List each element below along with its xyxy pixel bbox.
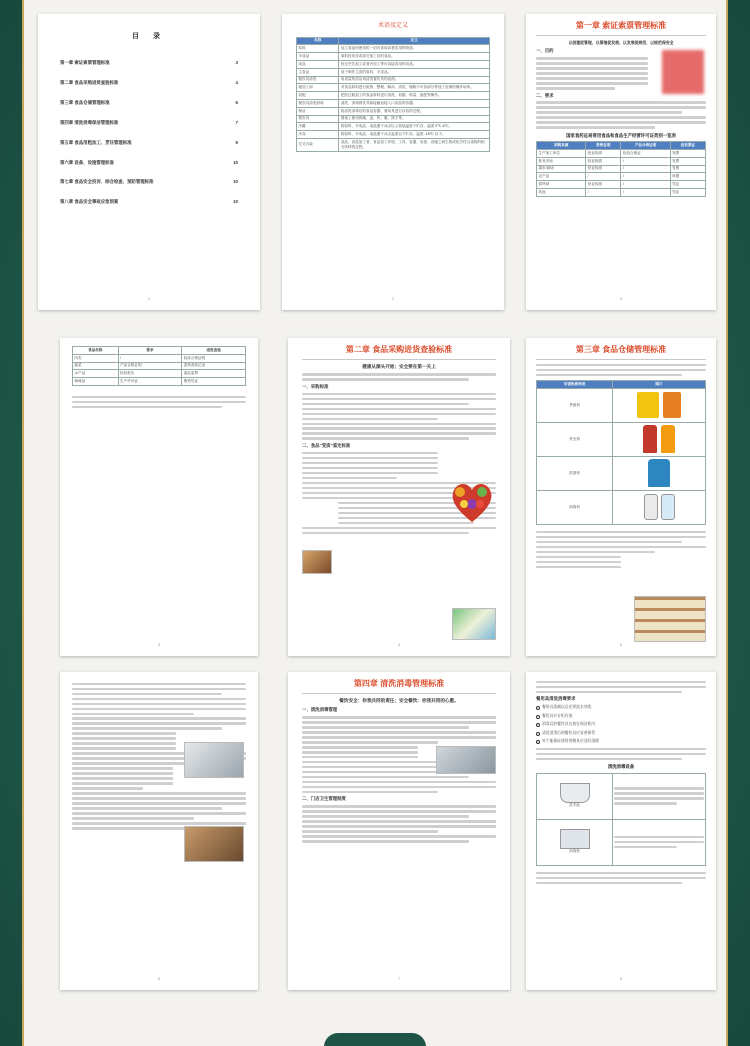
table-cell: 切配 bbox=[297, 92, 339, 100]
table-cell: 主食品 bbox=[297, 68, 339, 76]
table-row bbox=[537, 188, 706, 196]
table-row bbox=[297, 76, 490, 84]
insecticide-icon bbox=[643, 425, 657, 453]
table-cell: 收据 bbox=[670, 173, 705, 181]
table-cell: 交叉污染 bbox=[297, 139, 339, 152]
terms-page bbox=[282, 14, 504, 310]
table-cell: 检验合格证 bbox=[621, 149, 670, 157]
hazard-table: 有害物质种类 图片 杀鼠剂 杀虫剂 洗涤剂 消毒剂 bbox=[536, 380, 706, 525]
check-item[interactable]: 餐饮具应专柜存放 bbox=[536, 714, 706, 720]
table-cell: 用于制作主食的原料、半成品。 bbox=[339, 68, 490, 76]
table-cell: 把经过粗加工的食品原料进行清洗、切割、称量、组配等操作。 bbox=[339, 92, 490, 100]
disinfectant-icon bbox=[644, 494, 658, 520]
table-row bbox=[73, 370, 246, 378]
table-row bbox=[73, 354, 246, 362]
storage-shelf-photo bbox=[634, 596, 706, 642]
toc-item[interactable]: 第二章 食品采购进货查验标准 4 bbox=[60, 80, 238, 86]
table-cell: 营业执照 bbox=[586, 165, 621, 173]
table-cell: 发票 bbox=[670, 157, 705, 165]
table-cell: 生产加工单位 bbox=[537, 149, 586, 157]
rodenticide-icon bbox=[637, 392, 659, 418]
table-cell: 营业执照 bbox=[586, 149, 621, 157]
table-cell: 凭证 bbox=[670, 188, 705, 196]
table-cell: 原料 bbox=[297, 45, 339, 53]
chapter1-page bbox=[526, 14, 716, 310]
cleaning-page bbox=[526, 672, 716, 990]
table-cell: 超市/商场 bbox=[537, 165, 586, 173]
table-cell: 经过烹饪加工或者冷加工等可直接食用的食品。 bbox=[339, 61, 490, 69]
equipment-table: 洗手池 消毒柜 bbox=[536, 773, 706, 866]
table-cell: 餐饮具 bbox=[297, 115, 339, 123]
page-number: 6 bbox=[157, 976, 161, 982]
table-row bbox=[297, 68, 490, 76]
table-cell: / bbox=[621, 181, 670, 189]
table-cell: 发票 bbox=[670, 149, 705, 157]
table-cell: 保洁 bbox=[297, 107, 339, 115]
toc-item[interactable]: 第七章 食品安全投诉、综合检查、预防管理标准 10 bbox=[60, 179, 238, 185]
hand-sink-image bbox=[560, 783, 590, 803]
table-row bbox=[297, 107, 490, 115]
table-row bbox=[297, 84, 490, 92]
table-row bbox=[297, 123, 490, 131]
chapter4-title: 第四章 清洗消毒管理标准 bbox=[353, 679, 445, 688]
chapter4-subtitle: 餐饮安全：你我共同的责任；安全餐饮：你我共同的心愿。 bbox=[339, 697, 459, 703]
section-heading: 二、食品“变质”鉴定标准 bbox=[302, 442, 351, 448]
toc-item[interactable]: 第五章 食品用粗加工、烹饪管理标准 9 bbox=[60, 139, 238, 145]
toc-item[interactable]: 第三章 食品仓储管理标准 6 bbox=[60, 99, 238, 105]
table-cell: 用适量的清洁剂清洗餐饮具的表面。 bbox=[339, 76, 490, 84]
table-cell: 原料经初步或部分加工后的食品。 bbox=[339, 53, 490, 61]
table-row bbox=[73, 378, 246, 386]
chapter3-title: 第三章 食品仓储管理标准 bbox=[575, 345, 667, 354]
table-row bbox=[537, 157, 706, 165]
table-cell: 餐饮具清洗 bbox=[297, 76, 339, 84]
table-cell: 检验报告 bbox=[118, 370, 182, 378]
table-cell: 水产品 bbox=[73, 370, 119, 378]
check-item[interactable]: 清洗消毒后的餐饮具应妥善保管 bbox=[536, 731, 706, 737]
terms-table: 名称 定义 原料 加工食品所使用的一切可食用或者饮用的物质。 半成品 原料经初步或部分加工后的食品。 成品 经过烹饪加工或者冷加工等可直接食用的食品。 主食品 用于制作主食的原料、半成品。 餐饮具清洗 用适量的清洁剂清洗餐饮具的表面。 粗加工间 对食品原料进行挑拣、整理、解冻、清洗、剔除不可食部分等加工处理的操作场所。 切配 把经过粗加工的食品原料进行清洗、切割、称量、组配等操作。 餐饮具清洗消毒 清洗、消毒餐饮具和接触直接入口食品的容器。 保洁 将清洗消毒后的食品容器、餐用具进行存放的过程。 餐饮具 餐桌上使用的碗、盘、杯、碟、筷子等。 冷藏 将原料、半成品、成品置于冰点以上较低温度下贮存，温度 0℃-8℃。 冷冻 将原料、半成品、成品置于冰点温度以下贮存，温度 -18℃ 以下。 交叉污染 食品、食品加工者、食品加工环境、工具、容器、设备、设施之间生物或化学性污染物的相互转移的过程。 bbox=[296, 37, 490, 152]
table-cell: / bbox=[586, 188, 621, 196]
chapter1-subtitle: 以创建促管理、以管理促发展、以发展促规范、以规范保安全 bbox=[568, 39, 674, 45]
table-cell: 食品、食品加工者、食品加工环境、工具、容器、设备、设施之间生物或化学性污染物的相互转移的过程。 bbox=[339, 139, 490, 152]
table-row bbox=[297, 53, 490, 61]
license-table-title: 国家食药总局常用食品和食品生产经营许可证类别一览表 bbox=[566, 132, 676, 138]
page-number: 5 bbox=[619, 642, 623, 648]
table-cell: 冷藏 bbox=[297, 123, 339, 131]
table-cell: 调味品 bbox=[73, 378, 119, 386]
section-heading: 一、目的 bbox=[536, 48, 554, 54]
table-row bbox=[297, 131, 490, 139]
table-row bbox=[537, 181, 706, 189]
detergent-icon bbox=[648, 459, 670, 487]
table-cell: / bbox=[118, 354, 182, 362]
table-cell: / bbox=[586, 173, 621, 181]
checkbox-icon[interactable] bbox=[536, 732, 540, 736]
table-cell: 将原料、半成品、成品置于冰点温度以下贮存，温度 -18℃ 以下。 bbox=[339, 131, 490, 139]
table-cell: 农产品 bbox=[537, 173, 586, 181]
table-cell: 凭证 bbox=[670, 181, 705, 189]
table-cell: 营业执照 bbox=[586, 181, 621, 189]
table-cell: / bbox=[621, 157, 670, 165]
packaged-food-photo bbox=[452, 608, 496, 640]
table-cell: / bbox=[621, 188, 670, 196]
page-number: 3 bbox=[619, 296, 623, 302]
chapter3-page bbox=[526, 338, 716, 656]
section-heading: 一、采购标准 bbox=[302, 383, 329, 389]
table-cell: 营业执照 bbox=[586, 157, 621, 165]
table-cell: 产品合格证明 bbox=[118, 362, 182, 370]
chapter4-page bbox=[288, 672, 510, 990]
equipment-table-title: 清洗消毒设备 bbox=[607, 764, 635, 770]
table-row bbox=[297, 92, 490, 100]
table-row bbox=[73, 362, 246, 370]
fruit-heart-image bbox=[448, 480, 496, 524]
table-cell: 加工食品所使用的一切可食用或者饮用的物质。 bbox=[339, 45, 490, 53]
table-cell: 蔬菜 bbox=[73, 362, 119, 370]
pantry-photo bbox=[184, 826, 244, 862]
table-cell: 其他 bbox=[537, 188, 586, 196]
table-cell: 批发市场 bbox=[537, 157, 586, 165]
chapter1-title: 第一章 索证索票管理标准 bbox=[575, 21, 667, 30]
toc-item[interactable]: 第四章 清洗消毒保洁管理标准 7 bbox=[60, 119, 238, 125]
toc-item[interactable]: 第六章 设备、设施管理标准 10 bbox=[60, 159, 238, 165]
check-item[interactable]: 餐用具洗刷以后必须流水冲洗 bbox=[536, 705, 706, 711]
table-row bbox=[297, 139, 490, 152]
table-cell: 肉类 bbox=[73, 354, 119, 362]
license-table: 采购来源 资格证明 产品合格证明 进货票证 生产加工单位 营业执照 检验合格证 发票 批发市场 营业执照 / 发票 超市/商场 营业执照 / 发票 农产品 / / 收据 供货商 营业执照 / 凭证 其他 / / 凭证 bbox=[536, 141, 706, 197]
sink-photo bbox=[436, 746, 496, 774]
table-row bbox=[537, 173, 706, 181]
table-cell: 清洗、消毒餐饮具和接触直接入口食品的容器。 bbox=[339, 100, 490, 108]
sterilizer-image bbox=[560, 829, 590, 849]
table-cell: 索证索票 bbox=[182, 370, 246, 378]
section-heading: 二、要求 bbox=[536, 92, 554, 98]
procurement-table: 食品名称 要求 进货查验 肉类 / 检疫合格证明 蔬菜 产品合格证明 进货查验记录 水产品 检验报告 索证索票 调味品 生产许可证 购货凭证 bbox=[72, 346, 246, 386]
table-cell: 成品 bbox=[297, 61, 339, 69]
table-cell: 将清洗消毒后的食品容器、餐用具进行存放的过程。 bbox=[339, 107, 490, 115]
fridge-photo bbox=[184, 742, 244, 778]
table-cell: 发票 bbox=[670, 165, 705, 173]
document-preview-frame bbox=[22, 0, 728, 1046]
toc-list bbox=[60, 60, 238, 206]
toc-item[interactable]: 第八章 食品安全事故应急预案 10 bbox=[60, 199, 238, 205]
page-number: 7 bbox=[397, 976, 401, 982]
license-image bbox=[662, 50, 704, 94]
checkbox-icon[interactable] bbox=[536, 706, 540, 710]
page-number: 4 bbox=[397, 642, 401, 648]
table-row bbox=[297, 61, 490, 69]
check-item[interactable]: 消毒后的餐饮具应放在保洁柜内 bbox=[536, 722, 706, 728]
checkbox-icon[interactable] bbox=[536, 715, 540, 719]
table-cell: 进货查验记录 bbox=[182, 362, 246, 370]
chapter2-page bbox=[288, 338, 510, 656]
page-number: 3 bbox=[157, 642, 161, 648]
table-row bbox=[537, 165, 706, 173]
table-cell: 供货商 bbox=[537, 181, 586, 189]
table-row bbox=[297, 45, 490, 53]
table-cell: 粗加工间 bbox=[297, 84, 339, 92]
section-heading: 一、清洗消毒管理 bbox=[302, 707, 338, 713]
table-cell: 餐饮具清洗消毒 bbox=[297, 100, 339, 108]
table-cell: 生产许可证 bbox=[118, 378, 182, 386]
table-cell: / bbox=[621, 165, 670, 173]
table-cell: 将原料、半成品、成品置于冰点以上较低温度下贮存，温度 0℃-8℃。 bbox=[339, 123, 490, 131]
page-number: 8 bbox=[619, 976, 623, 982]
table-row bbox=[297, 100, 490, 108]
toc-title: 目 录 bbox=[132, 33, 166, 40]
section-heading: 二、门店卫生管理制度 bbox=[302, 796, 346, 802]
table-cell: 半成品 bbox=[297, 53, 339, 61]
kitchen-photo bbox=[302, 550, 332, 574]
procurement-table-page bbox=[60, 338, 258, 656]
section-heading: 餐用具清洗消毒要求 bbox=[536, 695, 576, 701]
toc-item[interactable]: 第一章 索证索票管理标准 3 bbox=[60, 60, 238, 66]
table-cell: 冷冻 bbox=[297, 131, 339, 139]
page-number: 1 bbox=[147, 296, 151, 302]
chapter2-subtitle: 健康从源头开始；安全要在第一关上 bbox=[362, 363, 436, 369]
checkbox-icon[interactable] bbox=[536, 740, 540, 744]
table-cell: 餐桌上使用的碗、盘、杯、碟、筷子等。 bbox=[339, 115, 490, 123]
table-row bbox=[297, 115, 490, 123]
chapter2-title: 第二章 食品采购进货查验标准 bbox=[345, 345, 453, 354]
check-item[interactable]: 对不能保证使用的餐具应及时清理 bbox=[536, 739, 706, 745]
page-number: 2 bbox=[391, 296, 395, 302]
table-cell: 检疫合格证明 bbox=[182, 354, 246, 362]
table-cell: / bbox=[621, 173, 670, 181]
toc-page bbox=[38, 14, 260, 310]
terms-title: 术语及定义 bbox=[377, 23, 408, 29]
table-row bbox=[537, 149, 706, 157]
table-cell: 购货凭证 bbox=[182, 378, 246, 386]
storage-rules-page bbox=[60, 672, 258, 990]
table-cell: 对食品原料进行挑拣、整理、解冻、清洗、剔除不可食部分等加工处理的操作场所。 bbox=[339, 84, 490, 92]
checkbox-icon[interactable] bbox=[536, 723, 540, 727]
